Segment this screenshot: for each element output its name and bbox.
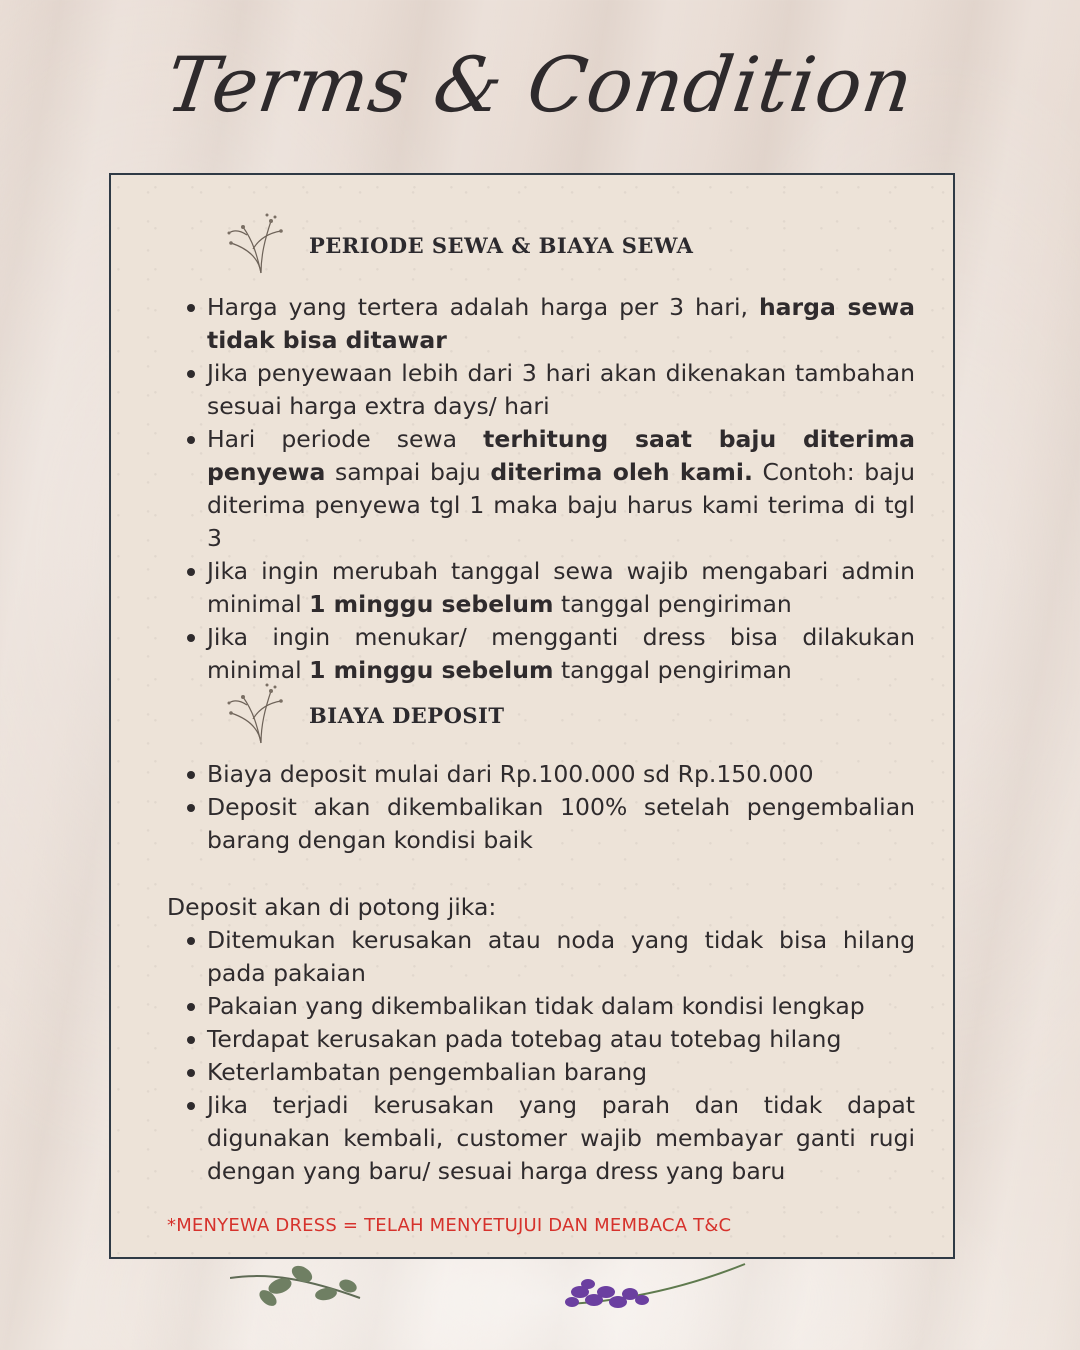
dried-flower-icon (223, 205, 287, 275)
page-title: Terms & Condition (160, 40, 920, 129)
dried-flower-icon (223, 675, 287, 745)
list-item: Deposit akan dikembalikan 100% setelah pengembalian barang dengan kondisi baik (185, 791, 915, 857)
list-item: Keterlambatan pengembalian barang (185, 1056, 915, 1089)
deposit-cut-intro: Deposit akan di potong jika: (167, 893, 497, 921)
footnote: *MENYEWA DRESS = TELAH MENYETUJUI DAN MEMBACA T&C (167, 1215, 732, 1236)
list-item: Jika terjadi kerusakan yang parah dan tidak dapat digunakan kembali, customer wajib membayar ganti rugi dengan yang baru/ sesuai harga dress yang baru (185, 1089, 915, 1188)
terms-card (109, 173, 955, 1259)
deposit-cut-list (185, 924, 915, 1188)
list-item: Jika ingin menukar/ mengganti dress bisa dilakukan minimal 1 minggu sebelum tanggal pengiriman (185, 621, 915, 687)
list-item: Jika ingin merubah tanggal sewa wajib mengabari admin minimal 1 minggu sebelum tanggal pengiriman (185, 555, 915, 621)
list-item: Biaya deposit mulai dari Rp.100.000 sd Rp.150.000 (185, 758, 915, 791)
rental-terms-list (185, 291, 915, 687)
deposit-terms-list (185, 758, 915, 857)
section-title-rental: PERIODE SEWA & BIAYA SEWA (309, 233, 694, 258)
list-item: Jika penyewaan lebih dari 3 hari akan dikenakan tambahan sesuai harga extra days/ hari (185, 357, 915, 423)
section-title-deposit: BIAYA DEPOSIT (309, 703, 505, 728)
list-item: Hari periode sewa terhitung saat baju diterima penyewa sampai baju diterima oleh kami. Contoh: baju diterima penyewa tgl 1 maka baju harus kami terima di tgl 3 (185, 423, 915, 555)
list-item: Terdapat kerusakan pada totebag atau totebag hilang (185, 1023, 915, 1056)
list-item: Ditemukan kerusakan atau noda yang tidak bisa hilang pada pakaian (185, 924, 915, 990)
list-item: Harga yang tertera adalah harga per 3 hari, harga sewa tidak bisa ditawar (185, 291, 915, 357)
lavender-sprig-icon (560, 1262, 750, 1322)
list-item: Pakaian yang dikembalikan tidak dalam kondisi lengkap (185, 990, 915, 1023)
eucalyptus-sprig-icon (230, 1258, 370, 1318)
